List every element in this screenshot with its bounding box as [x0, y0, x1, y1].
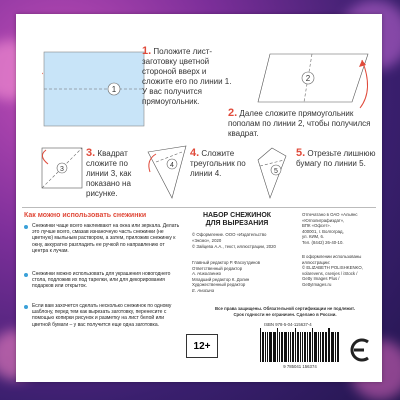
barcode-bar [273, 332, 274, 362]
book-title [192, 212, 282, 228]
printed-line: ул. КИМ, 6. [302, 234, 325, 240]
printed-line: Отпечатано в ОАО «Альянс [302, 212, 358, 217]
step4-text: 4. Сложите треугольник по линии 4. [190, 147, 246, 178]
book-title-line2: ДЛЯ ВЫРЕЗАНИЯ [205, 220, 269, 227]
editor-line: Главный редактор Р. Фасхутдинов [192, 260, 261, 265]
barcode-bar [267, 332, 268, 362]
svg-text:5: 5 [274, 168, 278, 175]
barcode-bar [288, 332, 289, 362]
publisher-logo-icon [350, 338, 372, 362]
barcode-bar [295, 328, 296, 362]
barcode-bar [297, 332, 300, 362]
book-title-line1: НАБОР СНЕЖИНОК [202, 212, 272, 219]
credit-line: иллюстрации: [302, 259, 330, 265]
bullet-icon [24, 305, 28, 309]
barcode-bar [265, 332, 266, 362]
svg-text:3: 3 [60, 166, 64, 173]
barcode-bar [314, 332, 317, 362]
editors-list [192, 260, 286, 294]
rights-notice [192, 306, 378, 317]
editor-line: Е. Анисина [192, 287, 215, 293]
step5-diagram [252, 144, 292, 200]
step2-diagram [256, 50, 376, 110]
step1-text: 1. Положите лист-заготовку цветной стороной вверх и сложите его по линии 1. У вас получится прямоугольник. [142, 45, 232, 106]
barcode-bar [279, 332, 280, 362]
step5-text: 5. Отрезьте лишнюю бумагу по линии 5. [296, 147, 376, 168]
barcode-bar [260, 328, 261, 362]
step3-text: 3. Квадрат сложите по линии 3, как показано на рисунке. [86, 147, 132, 198]
barcode-bar [262, 332, 264, 362]
step1-diagram [42, 44, 152, 134]
editor-line: Ответственный редактор [192, 265, 243, 271]
section-divider [22, 207, 376, 208]
age-rating-badge [186, 334, 218, 358]
usage-item: Снежинки можно использовать для украшения новогоднего стола, подложив их под тарелки, или для декорирования подарков или открыток. [32, 271, 171, 290]
editor-line: А. Николаенко [192, 271, 222, 277]
editor-line: Художественный редактор [192, 282, 246, 288]
editor-line: Младший редактор К. Долин [192, 276, 250, 282]
step3-diagram [38, 144, 88, 194]
credit-line: В оформлении использованы [302, 254, 362, 259]
step2-text: 2. Далее сложите прямоугольник пополам по линии 2, чтобы получился квадрат. [228, 107, 371, 138]
barcode-bar [325, 332, 326, 362]
usage-item: Снежинки чаще всего наклеивают на окна или зеркала. Делать это лучше всего, смазав изнаночную часть снежинки (не цветную) мыльным раствором, а затем, приложив снежинку к окну, аккуратно разгладить ее ручкой по направлению от центра к лучам. [32, 223, 180, 254]
credit-line: Getty Images Plus / [302, 276, 340, 282]
barcode-bar [284, 332, 287, 362]
rights-line: Все права защищены. Обязательной сертификации не подлежит. [215, 306, 355, 311]
barcode-bar [320, 332, 321, 362]
barcode-bar [281, 332, 283, 362]
usage-title: Как можно использовать снежинки [24, 212, 147, 219]
barcode-bar [312, 328, 313, 362]
bullet-icon [24, 225, 28, 229]
barcode-bar [274, 332, 276, 362]
instruction-card [16, 14, 382, 382]
barcode-bar [307, 332, 308, 362]
printed-info [302, 212, 378, 246]
printed-line: Тел. (8442) 26-40-10. [302, 239, 344, 245]
credit-line: volarevens, csenjes / iStock / [302, 270, 358, 276]
barcode-bar [290, 332, 291, 362]
age-rating-label: 12+ [193, 340, 211, 352]
barcode-bar [318, 332, 319, 362]
copyright: © Оформление. ООО «Издательство «Эксмо», 2020 [192, 232, 267, 243]
barcode-bar [331, 332, 334, 362]
printed-line: 400001, г. Волгоград, [302, 228, 344, 234]
rights-line: Срок годности не ограничен. Сделано в России. [233, 311, 337, 317]
svg-text:2: 2 [305, 74, 311, 83]
barcode-bar [292, 332, 294, 362]
credit-line: © ELIZABETH POLISHKENKO, [302, 265, 363, 271]
barcode-bar [304, 332, 306, 362]
barcode [260, 328, 340, 362]
barcode-bar [326, 332, 327, 362]
barcode-bar [322, 332, 324, 362]
step4-diagram [142, 142, 190, 202]
barcode-bar [300, 332, 301, 362]
copyright-author: © Зайцева А.А., текст, иллюстрации, 2020 [192, 244, 276, 249]
barcode-bar [269, 332, 272, 362]
isbn: ISBN 978-5-04-115637-4 [264, 322, 312, 327]
barcode-bar [335, 332, 336, 362]
bullet-icon [24, 273, 28, 277]
printed-line: «Югполиграфиздат», [302, 217, 345, 223]
barcode-number: 9 785041 156374 [283, 364, 317, 369]
barcode-bar [302, 332, 303, 362]
barcode-bar [277, 328, 278, 362]
barcode-bar [337, 332, 339, 362]
printed-line: ВПК «Офсет». [302, 223, 331, 229]
svg-text:1: 1 [111, 85, 117, 94]
svg-text:4: 4 [170, 162, 174, 169]
barcode-bar [328, 328, 330, 362]
credit-line: GettyImages.ru [302, 281, 332, 287]
design-credit [302, 254, 378, 288]
barcode-bar [309, 332, 311, 362]
usage-item: Если вам захочется сделать несколько снежинок по одному шаблону, перед тем как вырезать заготовку, перенесите с помощью копирки рисунок и разметку на лист белой или цветной бумаги – у вас получится еще одна заготовка. [32, 303, 172, 328]
